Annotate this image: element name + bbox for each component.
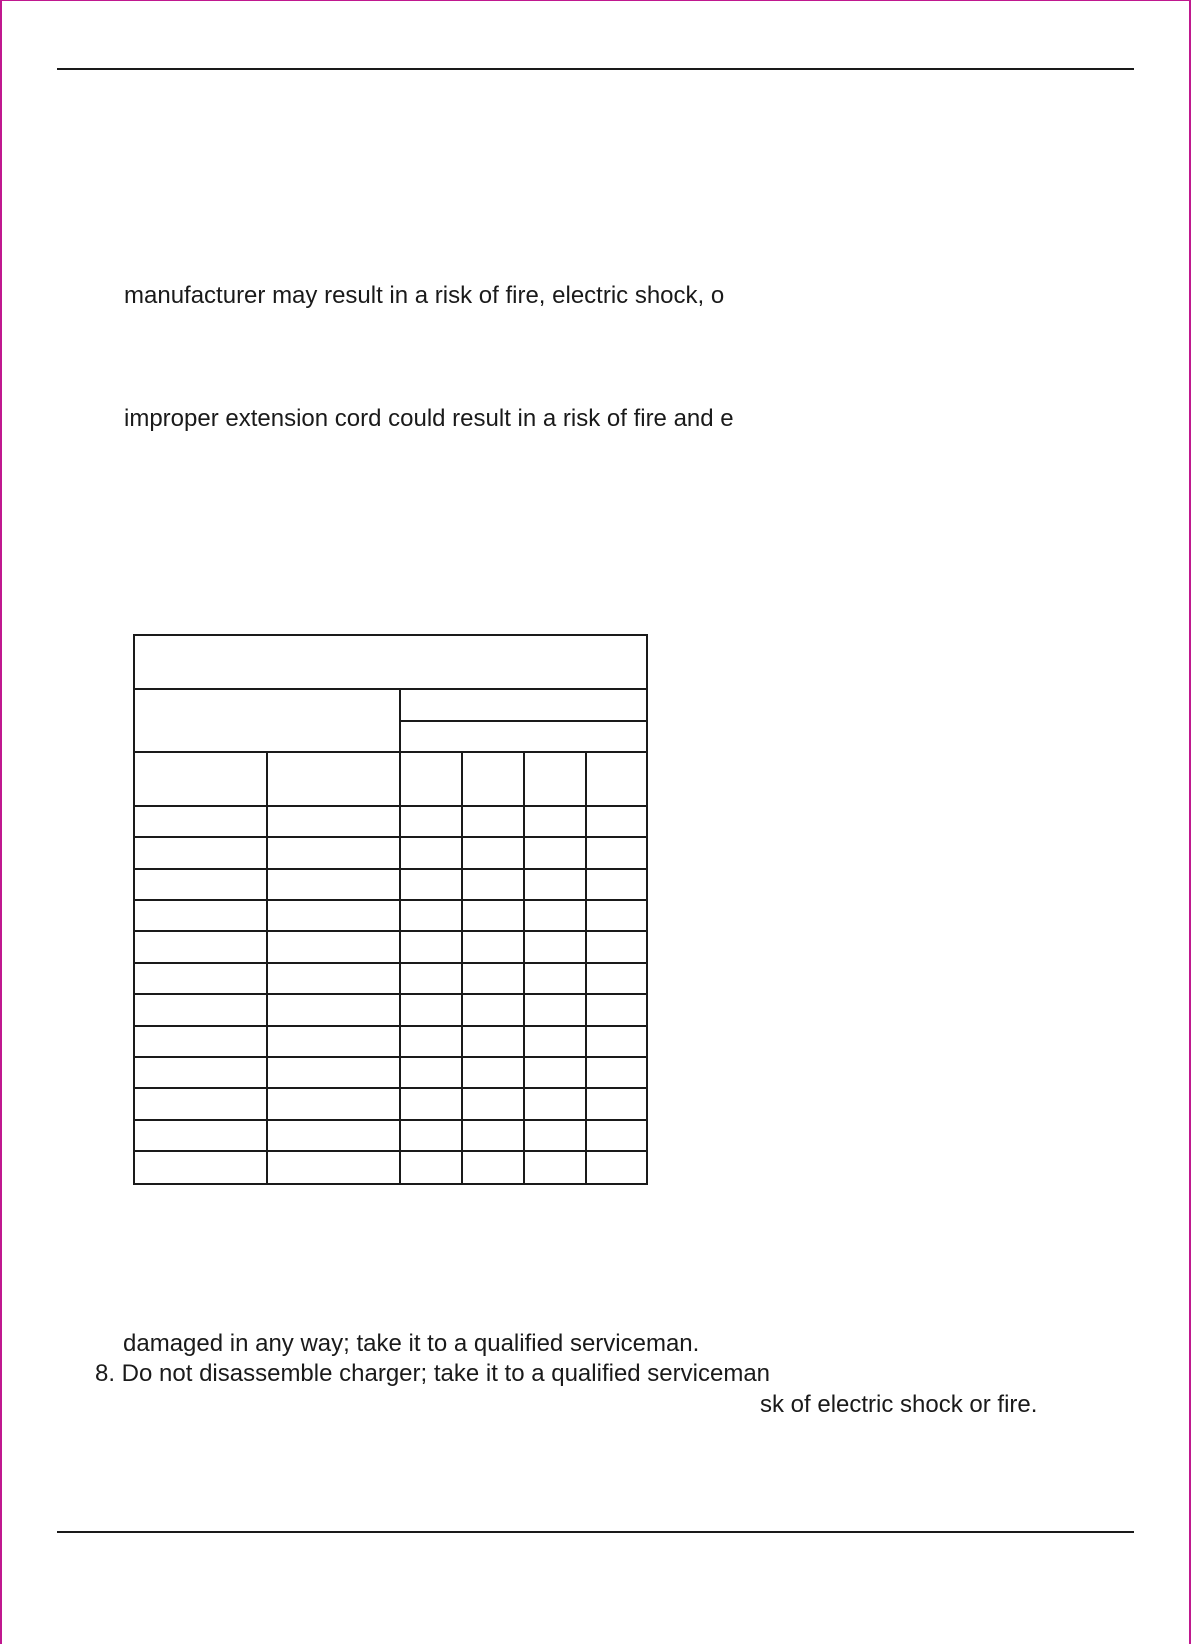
text-line-manufacturer-warning: manufacturer may result in a risk of fire, electric shock, o [124,282,725,309]
table-row-divider [135,1056,646,1058]
table-row-divider [135,1119,646,1121]
table-row-divider [135,962,646,964]
table-column-divider [399,688,401,1183]
header-rule [57,68,1134,70]
table-row-divider [135,993,646,995]
table-row-divider [135,751,646,753]
table-row-divider [135,1087,646,1089]
table-column-divider [266,751,268,1183]
table-row-divider [135,1025,646,1027]
table-row-divider [135,1150,646,1152]
text-line-damaged-charger: damaged in any way; take it to a qualified serviceman. [123,1330,700,1357]
table-row-divider [135,930,646,932]
text-line-extension-cord-warning: improper extension cord could result in a risk of fire and e [124,405,734,432]
table-column-divider [585,751,587,1183]
text-line-shock-risk: sk of electric shock or fire. [760,1391,1038,1418]
table-row-divider [135,805,646,807]
table-row-divider [135,836,646,838]
table-row-divider [399,720,646,722]
table-column-divider [461,751,463,1183]
list-item-8-disassemble: 8. Do not disassemble charger; take it to a qualified serviceman [95,1360,771,1387]
table-row-divider [135,868,646,870]
footer-rule [57,1531,1134,1533]
extension-cord-table [133,634,648,1185]
table-row-divider [135,899,646,901]
table-column-divider [523,751,525,1183]
table-row-divider [135,688,646,690]
